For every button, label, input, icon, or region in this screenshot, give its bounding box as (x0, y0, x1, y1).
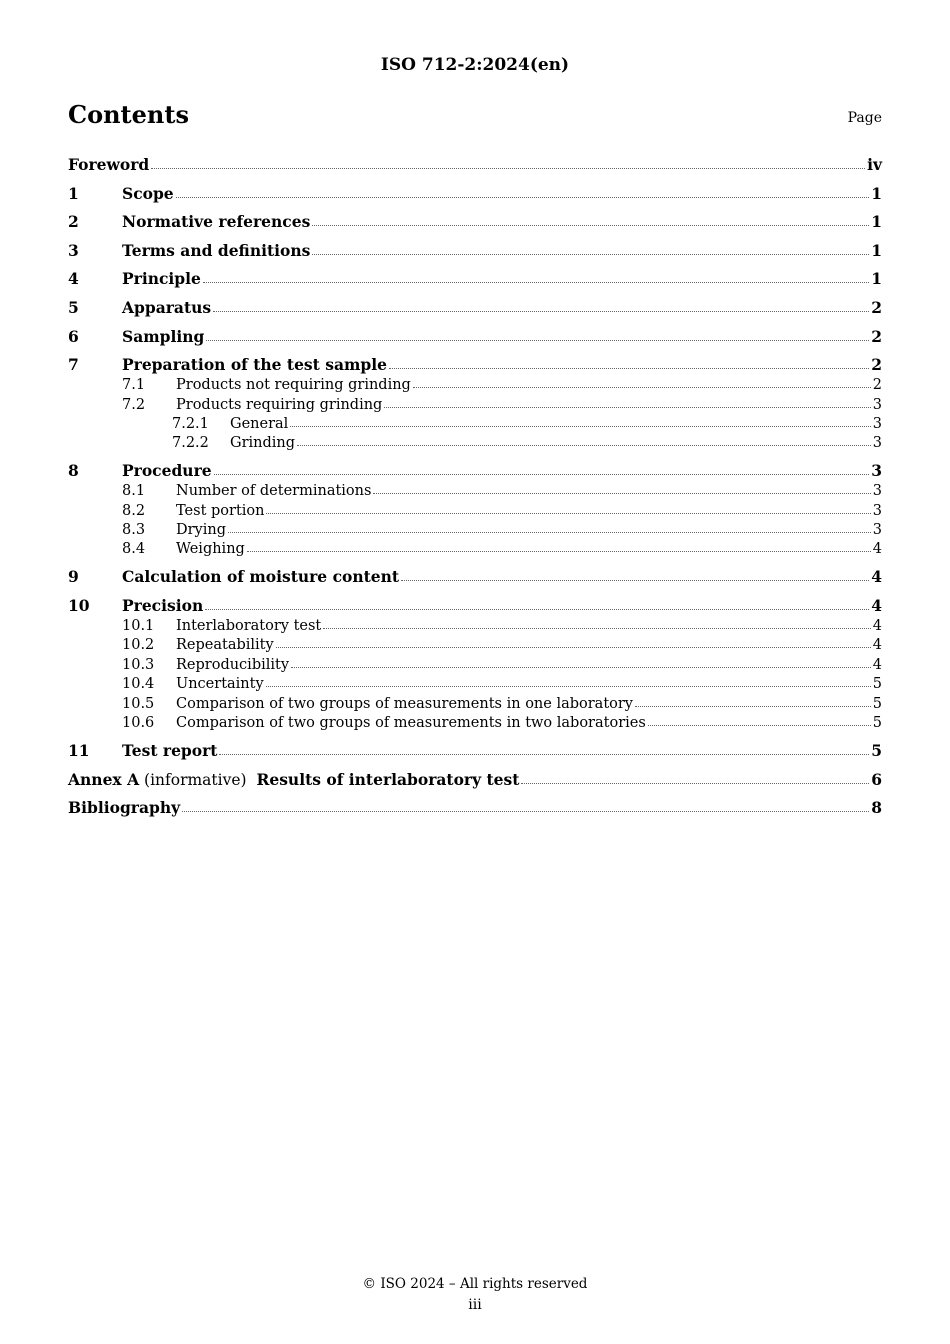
dot-leader (203, 281, 869, 283)
toc-entry-page: 2 (871, 326, 882, 346)
toc-entry-title: Products not requiring grinding (176, 377, 411, 394)
toc-entry-number: 7.1 (122, 377, 146, 394)
toc-entry[interactable] (68, 675, 882, 694)
toc-entry-page: 4 (872, 637, 882, 654)
dot-leader (312, 253, 869, 255)
toc-entry-title: Repeatability (176, 637, 274, 654)
toc-entry-number: 7.2.1 (172, 415, 209, 432)
toc-entry[interactable] (68, 415, 882, 434)
toc-entry[interactable] (68, 636, 882, 655)
toc-entry-number: 11 (68, 741, 90, 760)
toc-entry-number: 4 (68, 269, 79, 289)
toc-entry-title: Products requiring grinding (176, 396, 383, 413)
toc-entry-title: Precision (122, 596, 204, 616)
dot-leader (266, 512, 870, 514)
dot-leader (384, 406, 870, 408)
toc-entry-page: 1 (871, 212, 882, 232)
dot-leader (205, 608, 869, 610)
toc-entry-title: Interlaboratory test (176, 618, 322, 635)
toc-entry-number: 10.1 (122, 618, 155, 635)
toc-entry-title: Terms and definitions (122, 240, 311, 260)
toc-entry[interactable] (68, 297, 882, 319)
toc-entry-page: 3 (871, 461, 882, 481)
toc-entry-page: 5 (872, 715, 882, 732)
toc-entry-title: Number of determinations (176, 483, 372, 500)
toc-entry-title: Comparison of two groups of measurements in two laboratories (176, 715, 646, 732)
toc-entry[interactable] (68, 240, 882, 262)
toc-entry-number: 8.2 (122, 502, 146, 519)
toc-entry-number: 7.2 (122, 396, 146, 413)
dot-leader (182, 810, 869, 812)
toc-entry[interactable] (68, 595, 882, 617)
annex-note: (informative) (139, 770, 257, 789)
dot-leader (373, 492, 870, 494)
document-id: ISO 712-2:2024(en) (380, 55, 570, 75)
toc-entry-page: 5 (872, 695, 882, 712)
toc-entry-number: 10.6 (122, 715, 155, 732)
page-footer (0, 1276, 950, 1313)
toc-entry-number: 5 (68, 297, 79, 317)
toc-entry-page: 3 (872, 415, 882, 432)
toc-entry-title: Procedure (122, 461, 212, 481)
dot-leader (206, 339, 869, 341)
toc-entry-page: 6 (871, 769, 882, 789)
dot-leader (247, 550, 871, 552)
toc-entry-title: Grinding (230, 435, 296, 452)
toc-entry-page: 8 (871, 798, 882, 818)
dot-leader (297, 444, 871, 446)
annex-label: Annex A (68, 769, 140, 789)
toc-entry[interactable] (68, 566, 882, 588)
toc-entry-page: 1 (871, 240, 882, 260)
toc-entry-title: Normative references (122, 212, 311, 232)
toc-entry[interactable] (68, 354, 882, 376)
toc-entry-page: 1 (871, 183, 882, 203)
toc-entry-number: 8.3 (122, 522, 146, 539)
toc-entry-page: 4 (872, 541, 882, 558)
toc-entry[interactable] (68, 376, 882, 395)
toc-entry[interactable] (68, 797, 882, 819)
page-number: iii (468, 1297, 482, 1313)
toc-entry-title: Reproducibility (176, 656, 290, 673)
toc-entry-page: 4 (872, 656, 882, 673)
toc-entry[interactable] (68, 540, 882, 559)
page-column-label: Page (847, 110, 882, 126)
toc-entry-page: 4 (872, 618, 882, 635)
toc-entry[interactable] (68, 326, 882, 348)
toc-entry-number: 6 (68, 326, 79, 346)
dot-leader (266, 685, 871, 687)
toc-entry-page: 4 (871, 567, 882, 587)
toc-entry-number: 7 (68, 355, 79, 375)
toc-entry[interactable] (68, 740, 882, 762)
toc-entry-page: 1 (871, 269, 882, 289)
toc-entry[interactable] (68, 183, 882, 205)
dot-leader (635, 705, 871, 707)
toc-entry-title: Bibliography (68, 798, 181, 818)
toc-entry[interactable] (68, 656, 882, 675)
dot-leader (276, 646, 871, 648)
toc-entry-number: 8 (68, 461, 79, 481)
dot-leader (413, 386, 871, 388)
copyright-notice: © ISO 2024 – All rights reserved (362, 1276, 588, 1292)
toc-entry-page: 3 (872, 502, 882, 519)
toc-entry-number: 1 (68, 183, 79, 203)
toc-entry-title (68, 769, 519, 791)
toc-entry[interactable] (68, 521, 882, 540)
toc-entry-title: Foreword (68, 155, 150, 174)
toc-entry-number: 10.2 (122, 637, 155, 654)
dot-leader (213, 310, 869, 312)
toc-entry-page: 4 (871, 596, 882, 616)
toc-entry[interactable] (68, 434, 882, 453)
toc-entry[interactable] (68, 482, 882, 501)
toc-entry[interactable] (68, 268, 882, 290)
toc-entry[interactable] (68, 460, 882, 482)
toc-entry-title: Apparatus (122, 297, 212, 317)
toc-entry-page: 2 (871, 297, 882, 317)
toc-entry-title: Drying (176, 522, 227, 539)
toc-entry-number: 8.4 (122, 541, 146, 558)
dot-leader (389, 367, 869, 369)
toc-entry[interactable] (68, 396, 882, 415)
toc-entry-number: 10 (68, 596, 90, 616)
toc-entry[interactable] (68, 769, 882, 791)
toc-entry-title: Test report (122, 741, 218, 760)
dot-leader (312, 224, 869, 226)
toc-entry[interactable] (68, 695, 882, 714)
toc-entry-title: Principle (122, 269, 201, 289)
toc-entry-title: Scope (122, 183, 174, 203)
toc-entry-page: 3 (872, 396, 882, 413)
dot-leader (176, 196, 870, 198)
toc-entry[interactable] (68, 617, 882, 636)
dot-leader (228, 531, 871, 533)
annex-title: Results of interlaboratory test (256, 769, 520, 789)
toc-entry-title: Calculation of moisture content (122, 567, 400, 587)
dot-leader (323, 627, 871, 629)
toc-entry[interactable] (68, 502, 882, 521)
toc-entry-number: 7.2.2 (172, 435, 209, 452)
toc-entry-page: 5 (871, 741, 882, 760)
toc-entry-title: General (230, 415, 289, 432)
toc-entry-number: 8.1 (122, 483, 146, 500)
toc-entry-number: 2 (68, 212, 79, 232)
dot-leader (291, 666, 871, 668)
contents-heading: Contents (68, 100, 189, 129)
toc-entry-number: 9 (68, 567, 79, 587)
toc-entry-page: iv (867, 155, 882, 174)
toc-entry-title: Sampling (122, 326, 205, 346)
dot-leader (648, 724, 871, 726)
table-of-contents (68, 154, 882, 819)
toc-entry[interactable] (68, 154, 882, 176)
toc-entry-page: 2 (872, 377, 882, 394)
toc-entry-page: 3 (872, 435, 882, 452)
toc-entry-page: 3 (872, 483, 882, 500)
toc-entry-page: 3 (872, 522, 882, 539)
dot-leader (401, 579, 869, 581)
toc-entry[interactable] (68, 211, 882, 233)
dot-leader (214, 473, 870, 475)
dot-leader (151, 167, 865, 169)
dot-leader (219, 753, 869, 755)
toc-entry-title: Weighing (176, 541, 245, 558)
toc-entry-title: Uncertainty (176, 676, 264, 693)
toc-entry-title: Comparison of two groups of measurements in one laboratory (176, 695, 633, 712)
toc-entry[interactable] (68, 714, 882, 733)
toc-entry-page: 5 (872, 676, 882, 693)
toc-entry-number: 10.3 (122, 656, 155, 673)
toc-entry-title: Preparation of the test sample (122, 355, 387, 375)
dot-leader (290, 425, 870, 427)
toc-entry-page: 2 (871, 355, 882, 375)
toc-entry-title: Test portion (176, 502, 265, 519)
toc-entry-number: 10.4 (122, 676, 155, 693)
toc-entry-number: 10.5 (122, 695, 155, 712)
dot-leader (521, 782, 869, 784)
toc-entry-number: 3 (68, 240, 79, 260)
